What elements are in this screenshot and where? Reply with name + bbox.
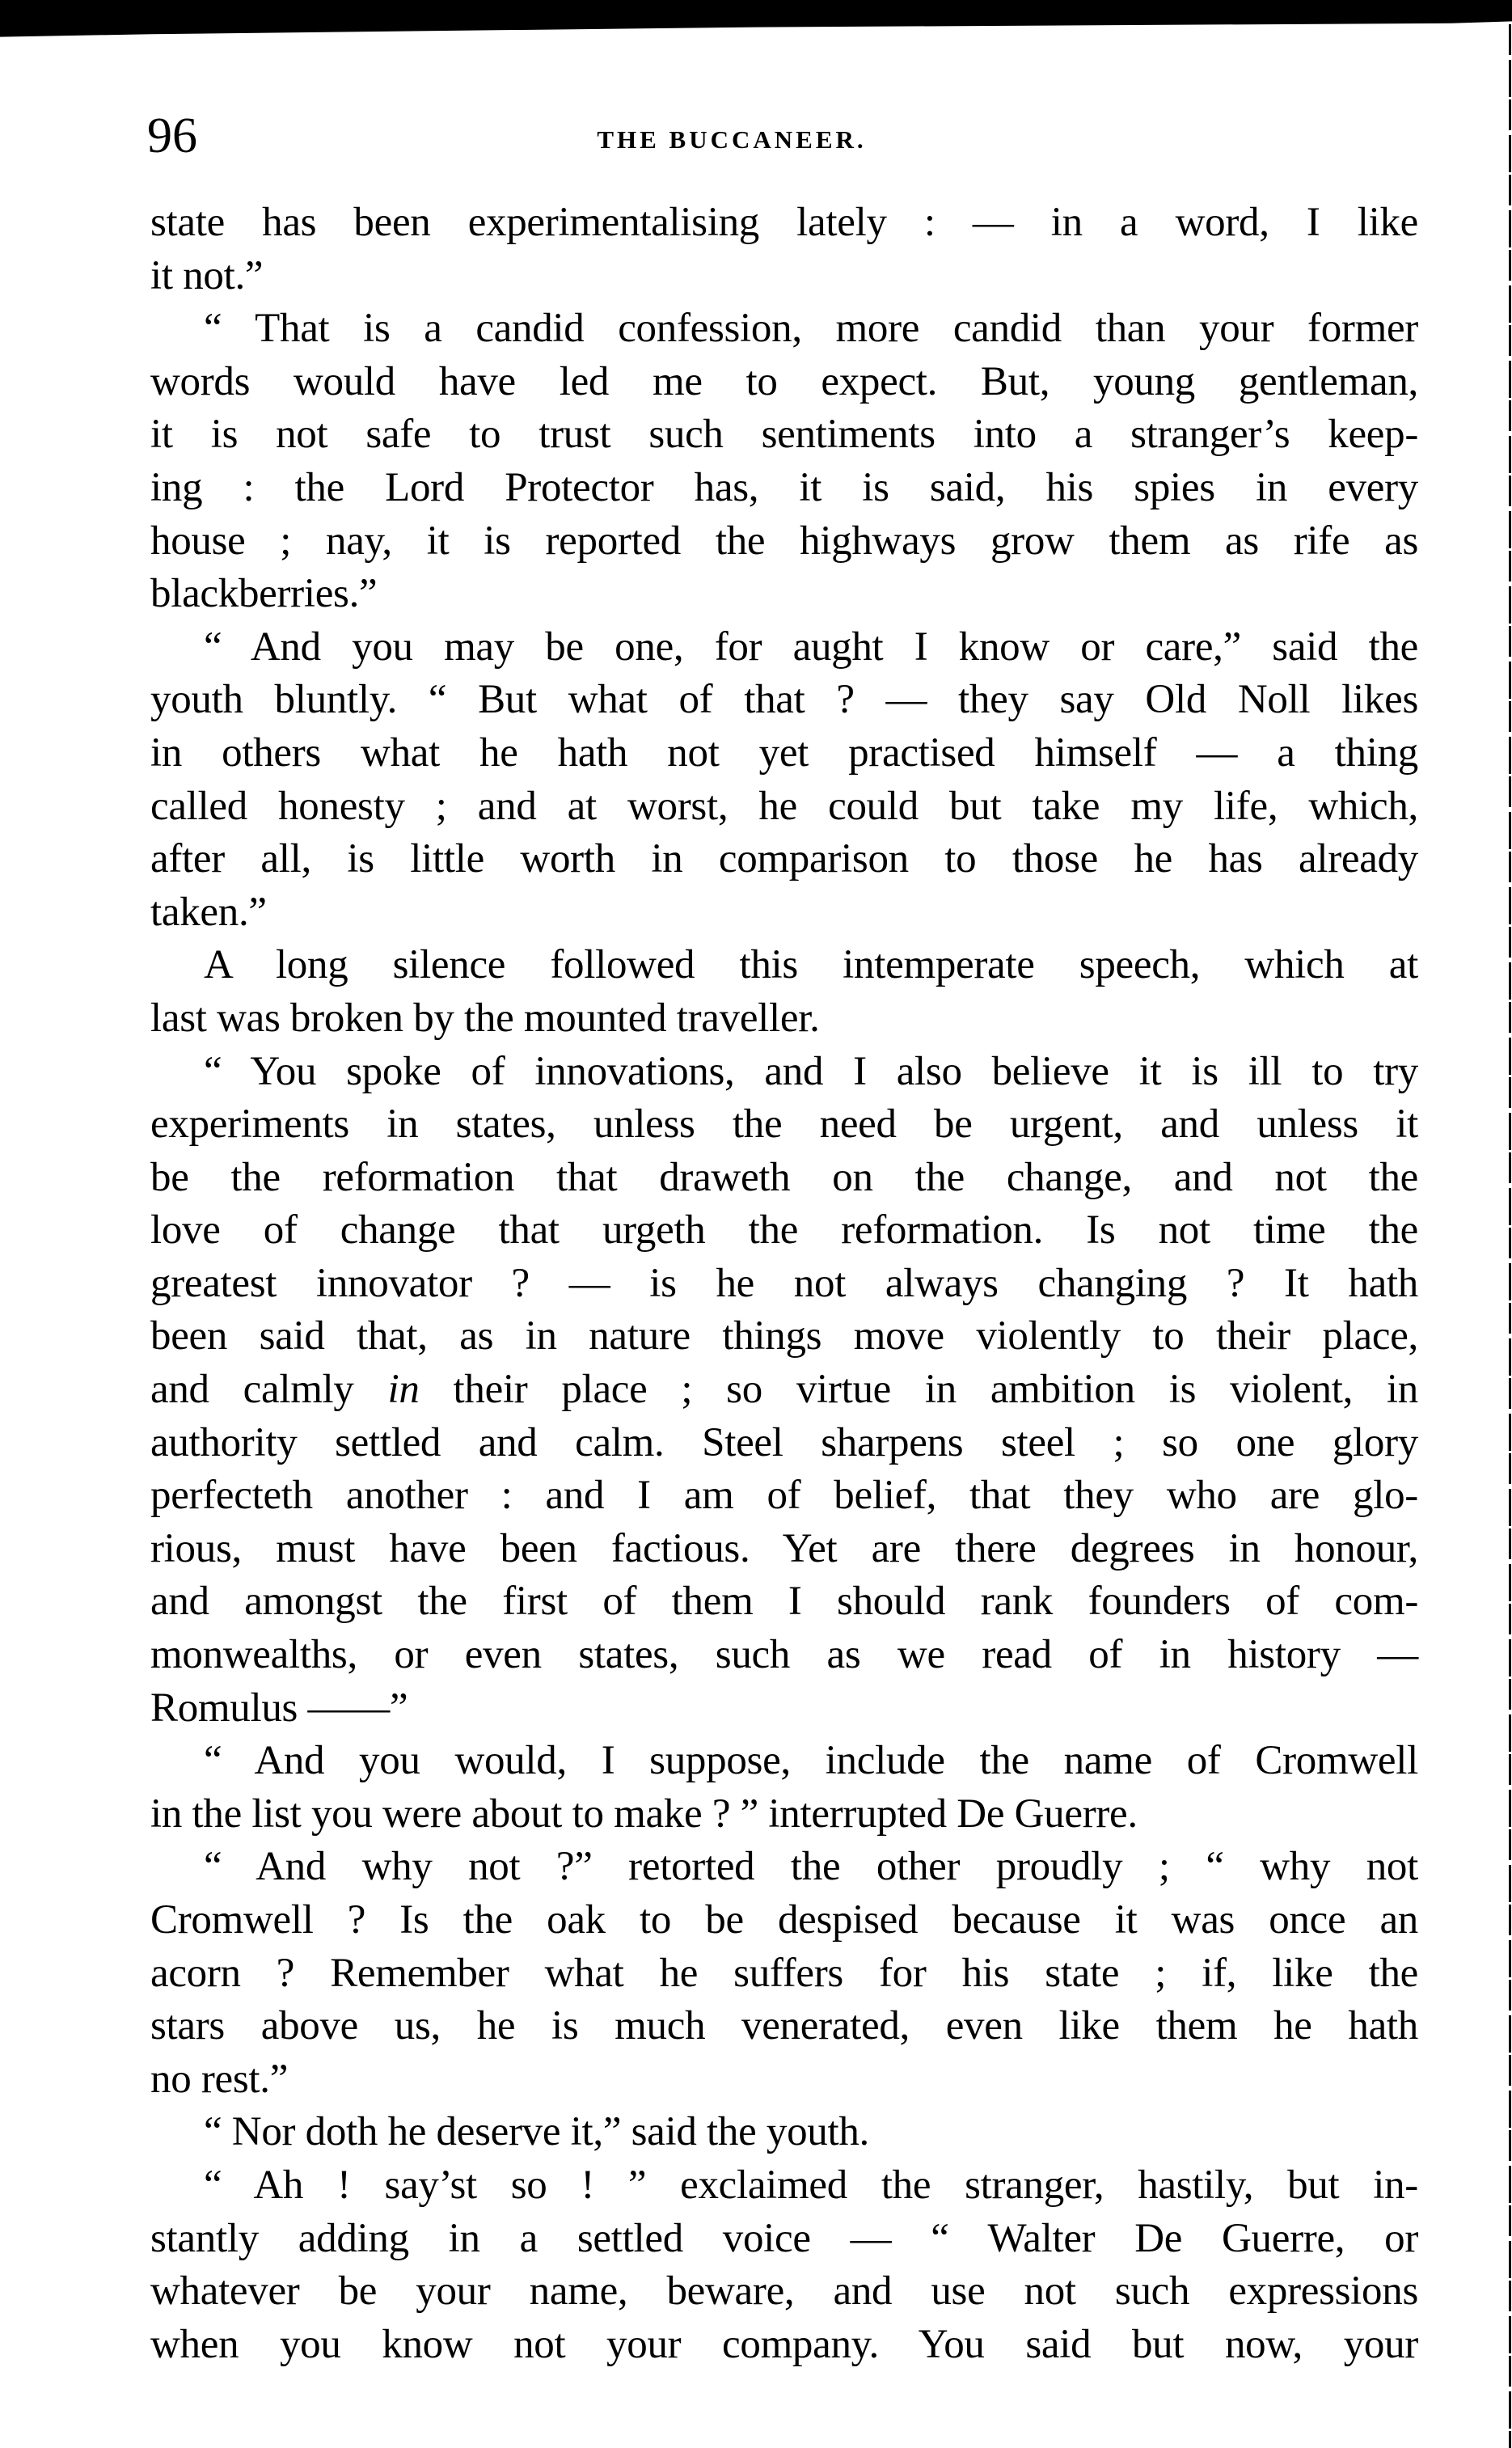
text-line: blackberries.” (150, 571, 378, 617)
text-line: “ And why not ?” retorted the other proudly ; “ why not (204, 1844, 1418, 1890)
text-line: after all, is little worth in comparison to those he has already (150, 836, 1418, 882)
page-number: 96 (147, 108, 197, 163)
paragraph (150, 2106, 1418, 2159)
text-line: Cromwell ? Is the oak to be despised because it was once an (150, 1897, 1418, 1943)
text-line: it is not safe to trust such sentiments into a stranger’s keep- (150, 412, 1418, 458)
text-line: “ Ah ! say’st so ! ” exclaimed the stranger, hastily, but in- (204, 2162, 1418, 2208)
text-line: rious, must have been factious. Yet are there degrees in honour, (150, 1525, 1418, 1571)
text-line: whatever be your name, beware, and use not such expressions (150, 2268, 1418, 2315)
text-line: and calmly in their place ; so virtue in ambition is violent, in (150, 1367, 1418, 1413)
text-line: authority settled and calm. Steel sharpens steel ; so one glory (150, 1419, 1418, 1465)
text-line: acorn ? Remember what he suffers for his state ; if, like the (150, 1950, 1418, 1996)
text-line: “ You spoke of innovations, and I also believe it is ill to try (204, 1048, 1418, 1094)
running-title: THE BUCCANEER. (597, 125, 867, 154)
text-line: greatest innovator ? — is he not always changing ? It hath (150, 1260, 1418, 1306)
body-text (150, 197, 1418, 2371)
paragraph (150, 197, 1418, 302)
text-line: experiments in states, unless the need be urgent, and unless it (150, 1101, 1418, 1148)
text-line: and amongst the first of them I should rank founders of com- (150, 1579, 1418, 1625)
text-line: been said that, as in nature things move violently to their place, (150, 1313, 1418, 1359)
text-line: in others what he hath not yet practised himself — a thing (150, 729, 1418, 776)
text-line: in the list you were about to make ? ” interrupted De Guerre. (150, 1791, 1138, 1837)
paragraph (150, 939, 1418, 1045)
text-line: stantly adding in a settled voice — “ Walter De Guerre, or (150, 2215, 1418, 2261)
text-line: words would have led me to expect. But, young gentleman, (150, 358, 1418, 404)
paragraph (150, 621, 1418, 940)
text-line: “ That is a candid confession, more candid than your former (204, 306, 1418, 352)
paragraph (150, 1735, 1418, 1841)
text-line: Romulus ——” (150, 1685, 408, 1731)
italic-word: in (387, 1367, 420, 1413)
text-line: no rest.” (150, 2056, 289, 2102)
text-line: it not.” (150, 252, 264, 298)
text-line: last was broken by the mounted traveller. (150, 995, 820, 1041)
text-line: called honesty ; and at worst, he could but take my life, which, (150, 783, 1418, 829)
text-line: monwealths, or even states, such as we read of in history — (150, 1632, 1418, 1678)
text-line: taken.” (150, 889, 267, 935)
text-line: state has been experimentalising lately : — in a word, I like (150, 200, 1418, 245)
paragraph (150, 2159, 1418, 2371)
text-line: perfecteth another : and I am of belief, that they who are glo- (150, 1473, 1418, 1519)
paragraph (150, 1046, 1418, 1736)
text-line: stars above us, he is much venerated, even like them he hath (150, 2003, 1418, 2049)
text-line: ing : the Lord Protector has, it is said, his spies in every (150, 464, 1418, 510)
paragraph (150, 302, 1418, 621)
text-line: love of change that urgeth the reformation. Is not time the (150, 1207, 1418, 1254)
text-line: youth bluntly. “ But what of that ? — they say Old Noll likes (150, 677, 1418, 723)
text-line: be the reformation that draweth on the change, and not the (150, 1154, 1418, 1200)
paragraph (150, 1841, 1418, 2106)
text-line: when you know not your company. You said but now, your (150, 2321, 1418, 2367)
text-line: A long silence followed this intemperate speech, which at (204, 942, 1418, 988)
text-line: house ; nay, it is reported the highways grow them as rife as (150, 518, 1418, 564)
text-line: “ And you may be one, for aught I know or care,” said the (204, 624, 1418, 670)
text-line: “ Nor doth he deserve it,” said the youth. (204, 2109, 869, 2155)
text-line: “ And you would, I suppose, include the name of Cromwell (204, 1738, 1418, 1784)
